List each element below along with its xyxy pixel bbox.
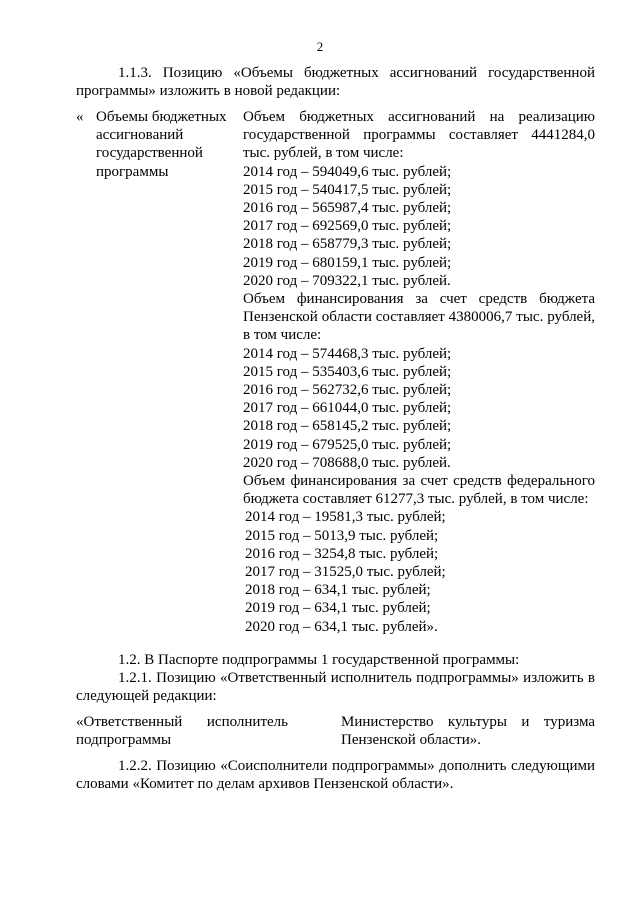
position-title: Объемы бюджетных ассигнований государственной программы	[96, 109, 227, 180]
federal-year: 2018 год – 634,1 тыс. рублей;	[245, 582, 431, 599]
budget-year: 2016 год – 565987,4 тыс. рублей;	[243, 200, 452, 217]
responsible-executor-value	[341, 713, 595, 749]
federal-year: 2017 год – 31525,0 тыс. рублей;	[245, 564, 446, 581]
page-number: 2	[316, 39, 324, 54]
regional-year: 2019 год – 679525,0 тыс. рублей;	[243, 436, 452, 453]
federal-year: 2019 год – 634,1 тыс. рублей;	[245, 600, 431, 617]
budget-year: 2015 год – 540417,5 тыс. рублей;	[243, 181, 452, 198]
federal-years-list	[243, 508, 595, 635]
responsible-label-line1	[76, 713, 288, 731]
regional-year: 2016 год – 562732,6 тыс. рублей;	[243, 382, 452, 399]
paragraph-1-1-3: 1.1.3. Позицию «Объемы бюджетных ассигнований государственной программы» изложить в новой редакции:	[76, 65, 595, 100]
regional-year: 2015 год – 535403,6 тыс. рублей;	[243, 363, 452, 380]
position-body	[243, 108, 595, 636]
budget-intro: Объем бюджетных ассигнований на реализацию государственной программы составляет 4441284,0 тыс. рублей, в том числе:	[243, 109, 595, 162]
responsible-value-line2: Пензенской области».	[341, 732, 481, 749]
regional-year: 2014 год – 574468,3 тыс. рублей;	[243, 345, 452, 362]
responsible-value-word: и	[521, 714, 530, 730]
budget-year: 2017 год – 692569,0 тыс. рублей;	[243, 218, 452, 235]
regional-intro: Объем финансирования за счет средств бюджета Пензенской области составляет 4380006,7 тыс. рублей, в том числе:	[243, 291, 595, 344]
paragraph-1-2-1: 1.2.1. Позицию «Ответственный исполнитель подпрограммы» изложить в следующей редакции:	[76, 670, 595, 705]
paragraph-1-2: 1.2. В Паспорте подпрограммы 1 государственной программы:	[118, 652, 520, 668]
federal-year: 2020 год – 634,1 тыс. рублей».	[245, 618, 438, 635]
responsible-value-word: Министерство	[341, 714, 434, 730]
responsible-value-word: туризма	[543, 714, 595, 730]
federal-year: 2014 год – 19581,3 тыс. рублей;	[245, 509, 446, 526]
federal-year: 2015 год – 5013,9 тыс. рублей;	[245, 527, 439, 544]
budget-year: 2018 год – 658779,3 тыс. рублей;	[243, 236, 452, 253]
regional-year: 2020 год – 708688,0 тыс. рублей.	[243, 454, 451, 471]
responsible-value-word: культуры	[447, 714, 507, 730]
budget-year: 2014 год – 594049,6 тыс. рублей;	[243, 163, 452, 180]
regional-year: 2017 год – 661044,0 тыс. рублей;	[243, 400, 452, 417]
federal-year: 2016 год – 3254,8 тыс. рублей;	[245, 545, 439, 562]
responsible-value-line1	[341, 713, 595, 731]
opening-quote: «	[76, 109, 84, 125]
federal-intro: Объем финансирования за счет средств федерального бюджета составляет 61277,3 тыс. рублей, в том числе:	[243, 473, 595, 508]
regional-year: 2018 год – 658145,2 тыс. рублей;	[243, 418, 452, 435]
responsible-word: «Ответственный	[76, 714, 183, 730]
budget-year: 2020 год – 709322,1 тыс. рублей.	[243, 272, 451, 289]
responsible-word: исполнитель	[206, 714, 288, 730]
paragraph-1-2-2: 1.2.2. Позицию «Соисполнители подпрограммы» дополнить следующими словами «Комитет по делам архивов Пензенской области».	[76, 758, 595, 793]
responsible-executor-label	[76, 713, 288, 749]
budget-year: 2019 год – 680159,1 тыс. рублей;	[243, 254, 452, 271]
responsible-label-line2: подпрограммы	[76, 732, 172, 749]
